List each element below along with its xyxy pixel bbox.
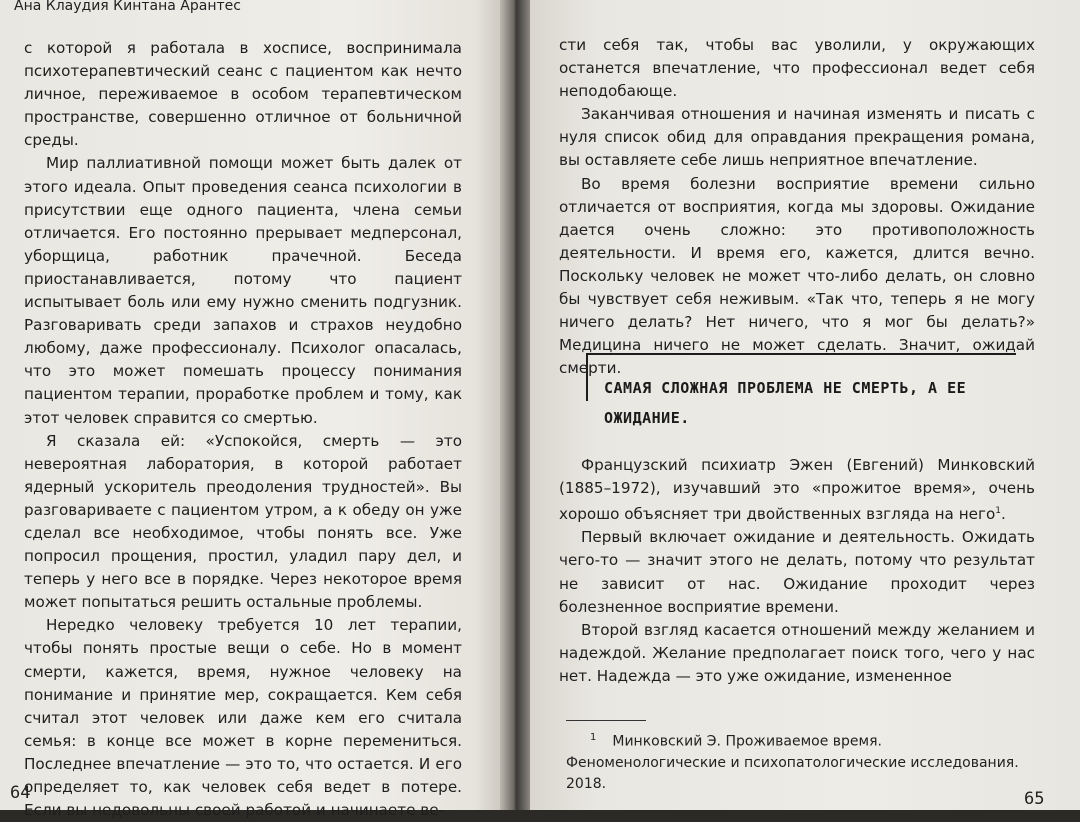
paragraph: Заканчивая отношения и начиная изменять и писать с нуля список обид для оправдания прекращения романа, вы оставляете себе лишь неприятное впечатление. [559, 105, 1035, 170]
paragraph: с которой я работала в хосписе, воспринимала психотерапевтический сеанс с пациентом как нечто личное, переживаемое в особом терапевтическом пространстве, совершенно отличное от больничной среды. [24, 39, 462, 150]
footnote-rule [566, 720, 646, 721]
page-number: 65 [1024, 789, 1045, 809]
pull-quote-bar [586, 353, 588, 401]
pull-quote-text: САМАЯ СЛОЖНАЯ ПРОБЛЕМА НЕ СМЕРТЬ, А ЕЕ ОЖИДАНИЕ. [604, 379, 967, 427]
paragraph: Мир паллиативной помощи может быть далек от этого идеала. Опыт проведения сеанса психологии в присутствии еще одного пациента, члена семьи отличается. Его постоянно прерывает медперсонал, уборщица, работник прачечной. Беседа приостанавливается, потому что пациент испытывает боль или ему нужно сменить подгузник. Разговаривать среди запахов и страхов неудобно любому, даже профессионалу. Психолог опасалась, что это может помешать процессу понимания пациентом терапии, проработке проблем и тому, как этот человек справится со смертью. [24, 154, 462, 427]
footnote-text: Минковский Э. Проживаемое время. Феноменологические и психопатологические исследования. 2018. [566, 733, 1019, 792]
paragraph: Нередко человеку требуется 10 лет терапии, чтобы понять простые вещи о себе. Но в момент смерти, кажется, время, нужное человеку на понимание и принятие мер, сокращается. Кем себя считал этот человек или даже кем его считала семья: в конце все может в корне перемениться. Последнее впечатление — это то, что остается. И его определяет то, как человек себя ведет в потере. Если вы недовольны своей работой и начинаете ве- [24, 616, 462, 820]
paragraph: Я сказала ей: «Успокойся, смерть — это невероятная лаборатория, в которой работает ядерный ускоритель преодоления трудностей». Вы разговариваете с пациентом утром, а к обеду он уже сделал все необходимое, чтобы понять все. Уже попросил прощения, простил, уладил пару дел, и теперь у него все в порядке. Через некоторое время может попытаться решить остальные проблемы. [24, 431, 462, 612]
pull-quote [586, 353, 1026, 443]
page-number: 64 [10, 783, 31, 803]
footnote [566, 727, 1036, 795]
book-gutter [500, 0, 530, 810]
running-head: Ана Клаудия Кинтана Арантес [14, 0, 241, 14]
paragraph: Второй взгляд касается отношений между желанием и надеждой. Желание предполагает поиск того, чего у нас нет. Надежда — это уже ожидание, измененное [559, 620, 1035, 685]
right-page [530, 0, 1080, 810]
paragraph: Французский психиатр Эжен (Евгений) Минковский (1885–1972), изучавший это «прожитое время», очень хорошо объясняет три двойственных взгляда на него$^1$. [559, 456, 1035, 524]
footnote-number: 1 [590, 732, 597, 743]
right-text-column-top [559, 34, 1035, 380]
paragraph: Первый включает ожидание и деятельность. Ожидать чего-то — значит этого не делать, потому что результат не зависит от нас. Ожидание проходит через болезненное восприятие времени. [559, 528, 1035, 616]
pull-quote-rule [586, 353, 1016, 355]
left-text-column [24, 37, 462, 822]
paragraph: сти себя так, чтобы вас уволили, у окружающих останется впечатление, что профессионал ведет себя неподобающе. [559, 36, 1035, 101]
right-text-column-bottom [559, 454, 1035, 688]
footnote-marker: 1 [995, 506, 1001, 517]
left-page [0, 0, 500, 820]
paragraph-text: Французский психиатр Эжен (Евгений) Минковский (1885–1972), изучавший это «прожитое время», очень хорошо объясняет три двойственных взгляда на него [559, 456, 1035, 524]
paragraph: Во время болезни восприятие времени сильно отличается от восприятия, когда мы здоровы. Ожидание дается очень сложно: это противоположность деятельности. И время его, кажется, длится вечно. Поскольку человек не может что-либо делать, он словно бы чувствует себя неживым. «Так что, теперь я не могу ничего делать? Нет ничего, что я мог бы делать?» Медицина ничего не может сделать. Значит, ожидай смерти. [559, 174, 1035, 378]
